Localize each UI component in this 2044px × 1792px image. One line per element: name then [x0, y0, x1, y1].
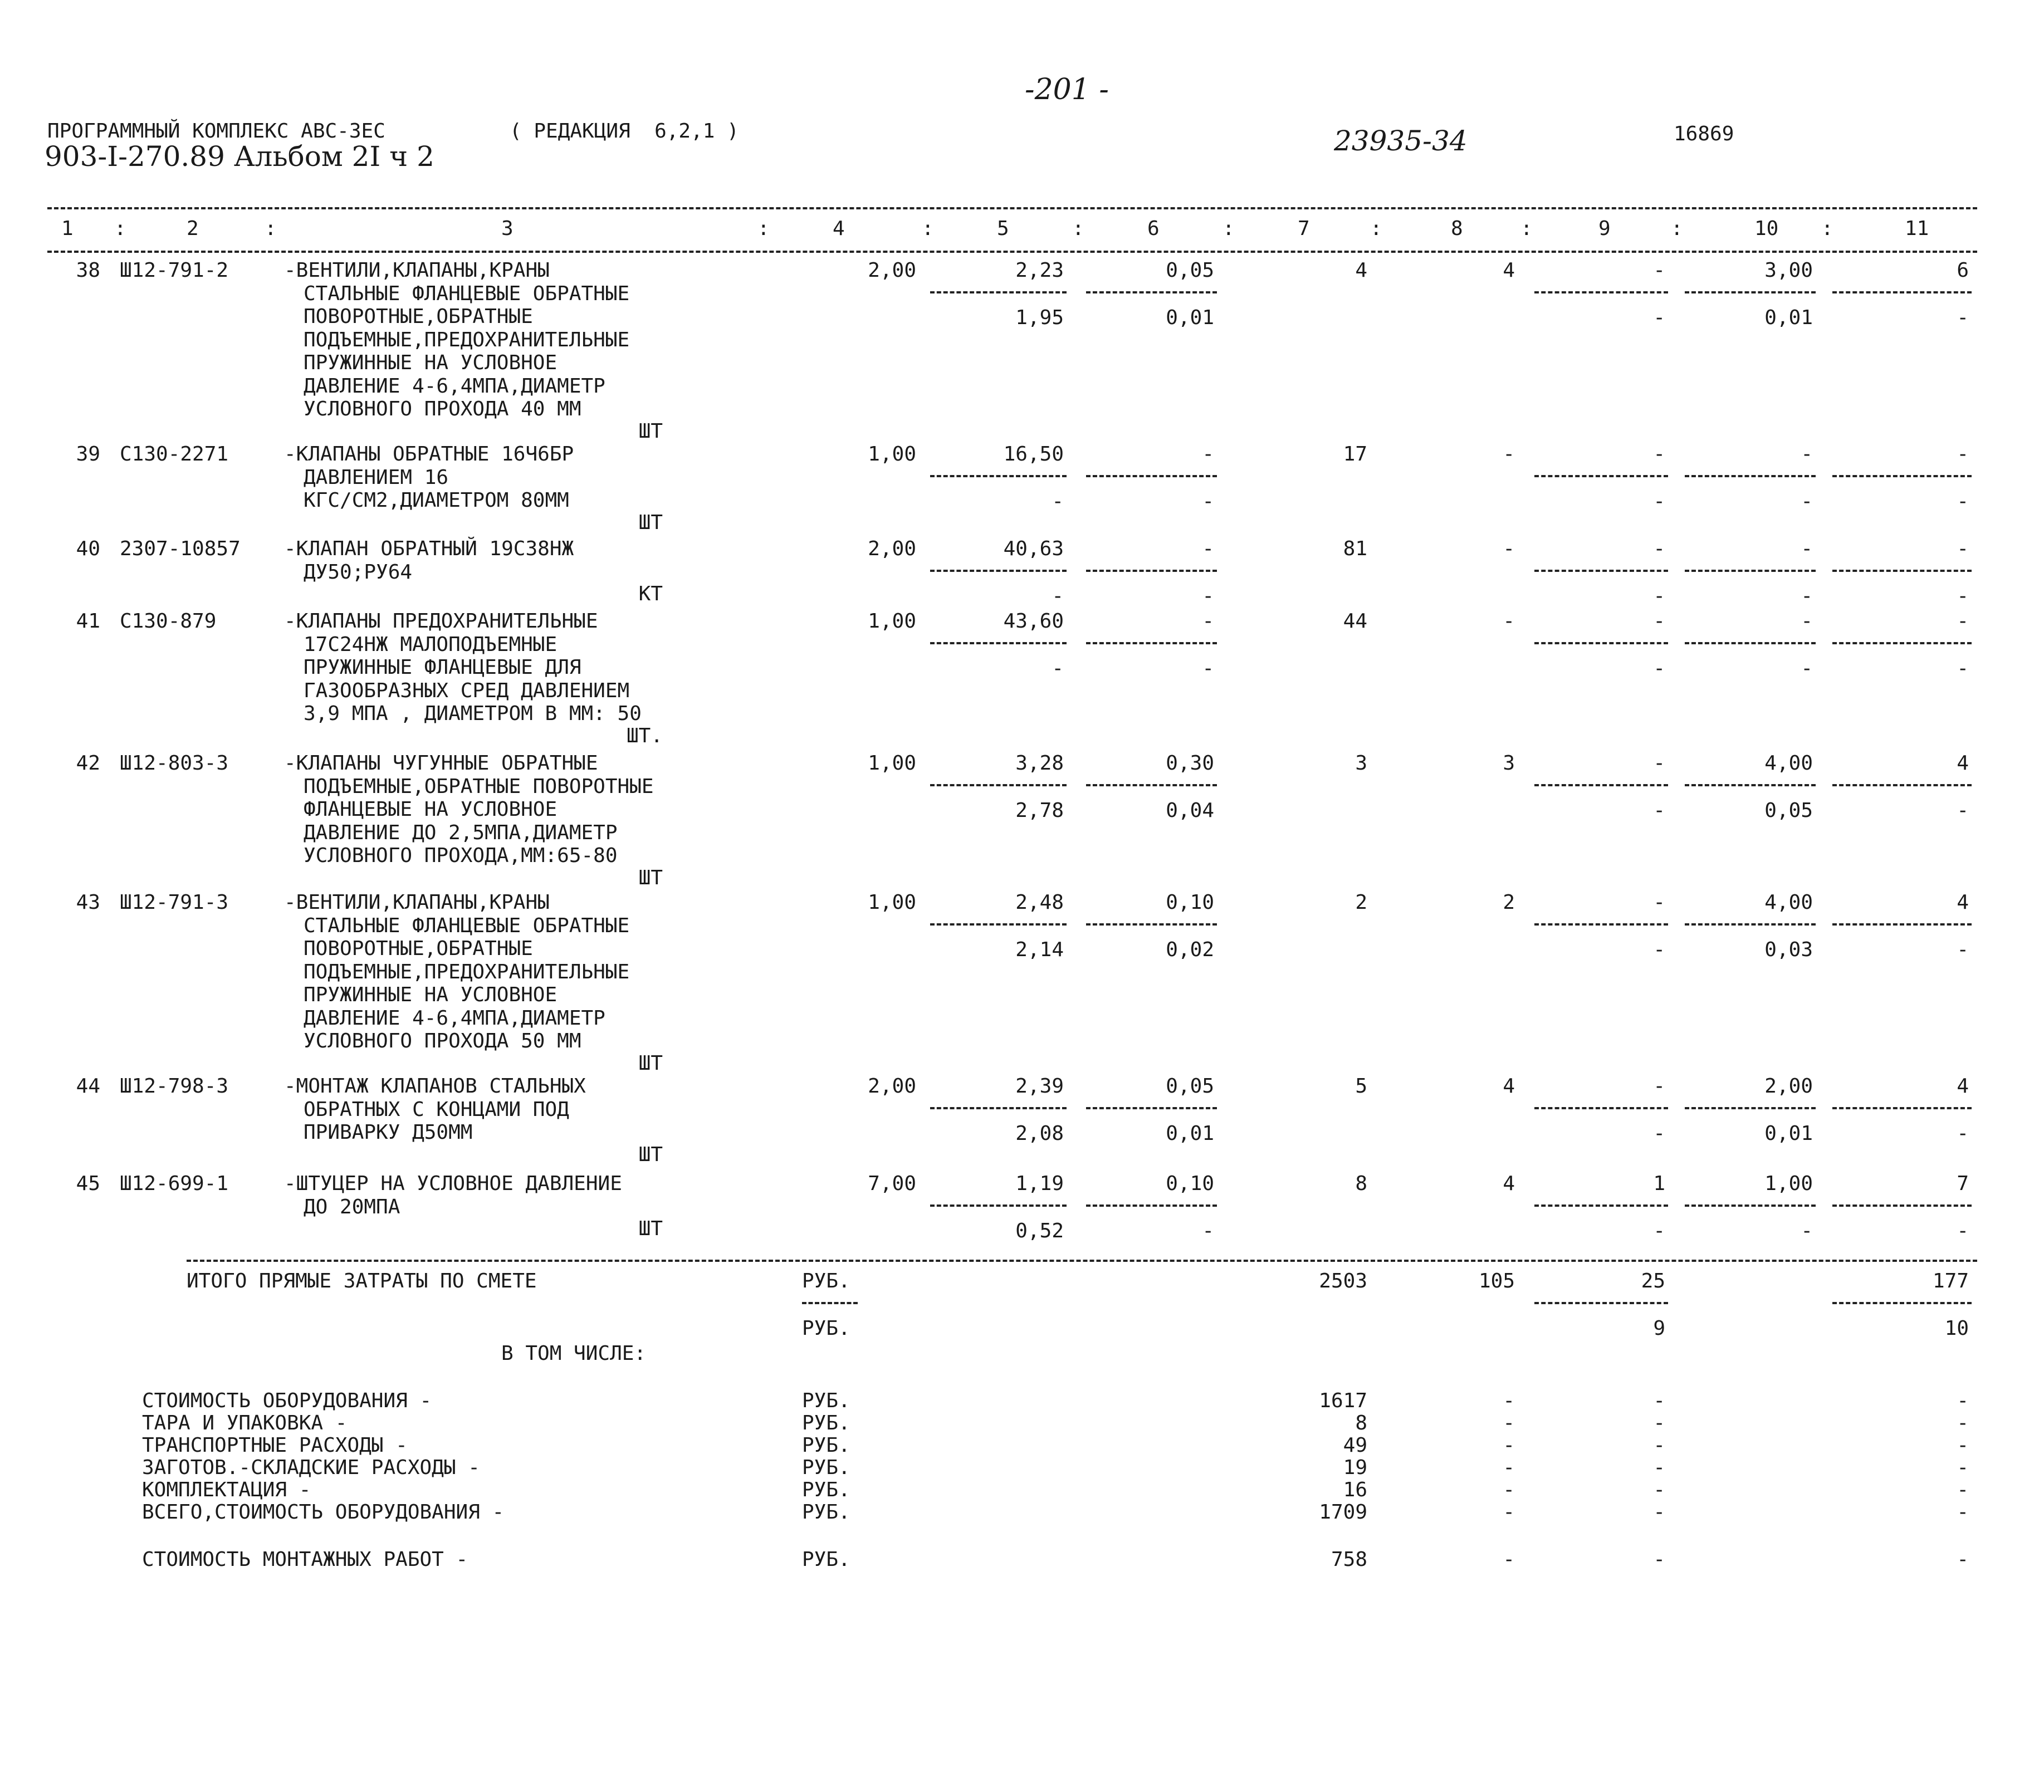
summary-unit: РУБ.	[802, 1501, 850, 1524]
summary-label: КОМПЛЕКТАЦИЯ -	[142, 1478, 311, 1501]
cell-c4: 1,00	[868, 443, 916, 466]
row-description-line: ПОВОРОТНЫЕ,ОБРАТНЫЕ	[304, 305, 533, 328]
row-description-line: КГС/СМ2,ДИАМЕТРОМ 80ММ	[304, 489, 569, 512]
cell-c5: 40,63	[1003, 537, 1064, 560]
cell-c5-lower: 0,52	[1015, 1220, 1064, 1242]
cell-c10: -	[1801, 610, 1813, 633]
cell-c11: -	[1957, 610, 1969, 633]
row-description-line: ПРУЖИННЫЕ НА УСЛОВНОЕ	[304, 351, 558, 374]
summary-c8: -	[1503, 1478, 1515, 1501]
cell-c8: 4	[1503, 259, 1515, 282]
summary-c9: -	[1653, 1478, 1665, 1501]
row-description-line: УСЛОВНОГО ПРОХОДА 50 ММ	[304, 1030, 581, 1052]
column-separator: :	[757, 217, 770, 240]
fraction-line	[1832, 1205, 1972, 1207]
cell-c10: 2,00	[1764, 1075, 1813, 1098]
cell-c4: 2,00	[868, 1075, 916, 1098]
column-separator: :	[1072, 217, 1084, 240]
cell-c6-lower: -	[1202, 490, 1214, 513]
cell-c10-lower: -	[1801, 490, 1813, 513]
cell-c8: 2	[1503, 891, 1515, 914]
totals-c11: 177	[1932, 1270, 1969, 1292]
row-description-line: ФЛАНЦЕВЫЕ НА УСЛОВНОЕ	[304, 798, 558, 821]
row-description-line: СТАЛЬНЫЕ ФЛАНЦЕВЫЕ ОБРАТНЫЕ	[304, 282, 630, 305]
cell-c9-lower: -	[1653, 1220, 1665, 1242]
cell-c9: -	[1653, 1075, 1665, 1098]
column-header-7: 7	[1298, 217, 1310, 240]
row-description-line: ДУ50;РУ64	[304, 560, 413, 584]
cell-c8: -	[1503, 443, 1515, 466]
row-description-line: ПОДЪЕМНЫЕ,ПРЕДОХРАНИТЕЛЬНЫЕ	[304, 960, 630, 983]
summary-c8: -	[1503, 1456, 1515, 1479]
montage-c9: -	[1653, 1548, 1665, 1571]
cell-c9-lower: -	[1653, 657, 1665, 680]
summary-c9: -	[1653, 1389, 1665, 1412]
row-description-line: ДАВЛЕНИЕ 4-6,4МПА,ДИАМЕТР	[304, 374, 605, 398]
fraction-line	[930, 923, 1067, 926]
column-separator: :	[1223, 217, 1235, 240]
summary-c11: -	[1957, 1389, 1969, 1412]
row-description-line: ПРИВАРКУ Д50ММ	[304, 1121, 473, 1144]
fraction-line	[1685, 923, 1816, 926]
fraction-line	[1685, 1205, 1816, 1207]
cell-c4: 2,00	[868, 259, 916, 282]
cell-c9: 1	[1653, 1172, 1665, 1195]
cell-c8: 3	[1503, 752, 1515, 775]
row-code: Ш12-803-3	[120, 752, 229, 775]
row-number: 45	[76, 1172, 100, 1195]
row-code: С130-2271	[120, 443, 229, 466]
column-separator: :	[265, 217, 277, 240]
header-rule-bottom	[47, 251, 1977, 253]
fraction-line	[802, 1302, 858, 1304]
fraction-line	[1832, 642, 1972, 644]
row-unit: ШТ	[638, 511, 663, 534]
cell-c4: 7,00	[868, 1172, 916, 1195]
cell-c5: 3,28	[1015, 752, 1064, 775]
fraction-line	[1534, 784, 1668, 786]
column-header-6: 6	[1147, 217, 1160, 240]
column-header-5: 5	[997, 217, 1009, 240]
summary-label: ЗАГОТОВ.-СКЛАДСКИЕ РАСХОДЫ -	[142, 1456, 480, 1479]
row-description-line: -КЛАПАНЫ ОБРАТНЫЕ 16Ч6БР	[284, 443, 574, 466]
fraction-line	[1685, 784, 1816, 786]
fraction-line	[1534, 1205, 1668, 1207]
row-unit: ШТ	[638, 866, 663, 889]
row-number: 41	[76, 610, 100, 633]
column-header-3: 3	[501, 217, 514, 240]
row-description-line: ДО 20МПА	[304, 1195, 400, 1218]
totals-c7: 2503	[1319, 1270, 1367, 1292]
summary-unit: РУБ.	[802, 1434, 850, 1457]
row-description-line: ПОДЪЕМНЫЕ,ОБРАТНЫЕ ПОВОРОТНЫЕ	[304, 775, 654, 798]
cell-c6: 0,30	[1166, 752, 1214, 775]
cell-c6-lower: 0,01	[1166, 306, 1214, 329]
montage-c7: 758	[1331, 1548, 1367, 1571]
fraction-line	[1534, 642, 1668, 644]
montage-unit: РУБ.	[802, 1548, 850, 1571]
page-number: -201 -	[1025, 73, 1109, 106]
row-code: Ш12-798-3	[120, 1075, 229, 1098]
cell-c6-lower: 0,04	[1166, 799, 1214, 822]
fraction-line	[1832, 784, 1972, 786]
fraction-line	[1685, 475, 1816, 477]
fraction-line	[1534, 291, 1668, 293]
row-description-line: -КЛАПАНЫ ПРЕДОХРАНИТЕЛЬНЫЕ	[284, 610, 598, 633]
column-separator: :	[1370, 217, 1382, 240]
cell-c10-lower: 0,01	[1764, 306, 1813, 329]
summary-c11: -	[1957, 1412, 1969, 1434]
cell-c9: -	[1653, 443, 1665, 466]
fraction-line	[930, 1107, 1067, 1109]
cell-c9: -	[1653, 752, 1665, 775]
cell-c11: 4	[1957, 891, 1969, 914]
cell-c9-lower: -	[1653, 585, 1665, 608]
cell-c4: 2,00	[868, 537, 916, 560]
fraction-line	[930, 570, 1067, 572]
cell-c9-lower: -	[1653, 938, 1665, 961]
row-description-line: ГАЗООБРАЗНЫХ СРЕД ДАВЛЕНИЕМ	[304, 679, 630, 702]
fraction-line	[1685, 291, 1816, 293]
cell-c11-lower: -	[1957, 1122, 1969, 1145]
summary-c7: 49	[1343, 1434, 1367, 1457]
summary-c7: 1617	[1319, 1389, 1367, 1412]
summary-c9: -	[1653, 1456, 1665, 1479]
cell-c9: -	[1653, 259, 1665, 282]
cell-c4: 1,00	[868, 752, 916, 775]
cell-c6-lower: 0,02	[1166, 938, 1214, 961]
fraction-line	[1534, 570, 1668, 572]
fraction-line	[930, 642, 1067, 644]
cell-c7: 81	[1343, 537, 1367, 560]
fraction-line	[1086, 570, 1217, 572]
cell-c11: 7	[1957, 1172, 1969, 1195]
cell-c10: 3,00	[1764, 259, 1813, 282]
row-description-line: УСЛОВНОГО ПРОХОДА 40 ММ	[304, 398, 581, 420]
fraction-line	[1086, 475, 1217, 477]
cell-c5-lower: -	[1052, 490, 1064, 513]
cell-c8: -	[1503, 537, 1515, 560]
cell-c11-lower: -	[1957, 306, 1969, 329]
row-unit: КТ	[638, 582, 663, 605]
cell-c6-lower: -	[1202, 657, 1214, 680]
row-unit: ШТ	[638, 1217, 663, 1240]
montage-c11: -	[1957, 1548, 1969, 1571]
cell-c10: -	[1801, 537, 1813, 560]
summary-c7: 1709	[1319, 1501, 1367, 1524]
summary-c8: -	[1503, 1389, 1515, 1412]
totals-label: ИТОГО ПРЯМЫЕ ЗАТРАТЫ ПО СМЕТЕ	[187, 1270, 537, 1292]
fraction-line	[930, 1205, 1067, 1207]
cell-c5-lower: 2,78	[1015, 799, 1064, 822]
row-description-line: -ВЕНТИЛИ,КЛАПАНЫ,КРАНЫ	[284, 891, 550, 914]
cell-c6: 0,10	[1166, 1172, 1214, 1195]
column-header-2: 2	[187, 217, 199, 240]
cell-c7: 17	[1343, 443, 1367, 466]
fraction-line	[1086, 1107, 1217, 1109]
cell-c5: 2,23	[1015, 259, 1064, 282]
row-description-line: ПРУЖИННЫЕ НА УСЛОВНОЕ	[304, 983, 558, 1006]
row-description-line: ДАВЛЕНИЕ 4-6,4МПА,ДИАМЕТР	[304, 1006, 605, 1030]
row-number: 43	[76, 891, 100, 914]
cell-c10-lower: -	[1801, 657, 1813, 680]
document-id: 23935-34	[1334, 125, 1468, 157]
cell-c6: 0,05	[1166, 259, 1214, 282]
row-unit: ШТ	[638, 1051, 663, 1075]
cell-c11: 6	[1957, 259, 1969, 282]
fraction-line	[1685, 642, 1816, 644]
cell-c10-lower: -	[1801, 585, 1813, 608]
row-number: 42	[76, 752, 100, 775]
fraction-line	[1534, 1107, 1668, 1109]
summary-c8: -	[1503, 1434, 1515, 1457]
summary-c9: -	[1653, 1434, 1665, 1457]
summary-c9: -	[1653, 1412, 1665, 1434]
totals-c9-lower: 9	[1653, 1317, 1665, 1340]
column-separator: :	[1671, 217, 1683, 240]
cell-c7: 3	[1355, 752, 1367, 775]
album-label: 903-I-270.89 Альбом 2I ч 2	[45, 140, 434, 173]
montage-c8: -	[1503, 1548, 1515, 1571]
cell-c10: 4,00	[1764, 891, 1813, 914]
cell-c11: 4	[1957, 752, 1969, 775]
fraction-line	[1832, 475, 1972, 477]
row-description-line: СТАЛЬНЫЕ ФЛАНЦЕВЫЕ ОБРАТНЫЕ	[304, 914, 630, 937]
cell-c4: 1,00	[868, 891, 916, 914]
cell-c5-lower: -	[1052, 585, 1064, 608]
row-description-line: -МОНТАЖ КЛАПАНОВ СТАЛЬНЫХ	[284, 1075, 586, 1098]
summary-c7: 8	[1355, 1412, 1367, 1434]
fraction-line	[1832, 291, 1972, 293]
cell-c11: 4	[1957, 1075, 1969, 1098]
row-description-line: 17С24НЖ МАЛОПОДЪЕМНЫЕ	[304, 633, 558, 656]
row-number: 44	[76, 1075, 100, 1098]
cell-c10-lower: 0,05	[1764, 799, 1813, 822]
fraction-line	[1086, 1205, 1217, 1207]
fraction-line	[1832, 1302, 1972, 1304]
row-code: С130-879	[120, 610, 217, 633]
cell-c9-lower: -	[1653, 799, 1665, 822]
fraction-line	[1832, 570, 1972, 572]
totals-unit: РУБ.	[802, 1270, 850, 1292]
cell-c10-lower: 0,01	[1764, 1122, 1813, 1145]
fraction-line	[1685, 1107, 1816, 1109]
column-header-4: 4	[833, 217, 845, 240]
row-description-line: ДАВЛЕНИЕ ДО 2,5МПА,ДИАМЕТР	[304, 821, 618, 844]
fraction-line	[1086, 291, 1217, 293]
summary-label: СТОИМОСТЬ ОБОРУДОВАНИЯ -	[142, 1389, 432, 1412]
fraction-line	[930, 291, 1067, 293]
fraction-line	[1534, 475, 1668, 477]
cell-c6: 0,05	[1166, 1075, 1214, 1098]
program-title: ПРОГРАММНЫЙ КОМПЛЕКС АВС-ЗЕС	[47, 120, 385, 143]
summary-unit: РУБ.	[802, 1412, 850, 1434]
summary-c7: 16	[1343, 1478, 1367, 1501]
montage-label: СТОИМОСТЬ МОНТАЖНЫХ РАБОТ -	[142, 1548, 468, 1571]
cell-c11: -	[1957, 537, 1969, 560]
cell-c11-lower: -	[1957, 585, 1969, 608]
row-description-line: ПОВОРОТНЫЕ,ОБРАТНЫЕ	[304, 937, 533, 960]
column-separator: :	[922, 217, 934, 240]
row-description-line: -КЛАПАН ОБРАТНЫЙ 19С38НЖ	[284, 537, 574, 560]
fraction-line	[1086, 784, 1217, 786]
summary-c8: -	[1503, 1412, 1515, 1434]
cell-c6-lower: 0,01	[1166, 1122, 1214, 1145]
header-rule-top	[47, 207, 1977, 209]
fraction-line	[930, 475, 1067, 477]
cell-c6-lower: -	[1202, 1220, 1214, 1242]
column-header-11: 11	[1905, 217, 1929, 240]
row-unit: ШТ	[638, 419, 663, 443]
cell-c5-lower: 1,95	[1015, 306, 1064, 329]
cell-c11-lower: -	[1957, 490, 1969, 513]
cell-c5: 2,48	[1015, 891, 1064, 914]
column-separator: :	[1821, 217, 1833, 240]
cell-c9-lower: -	[1653, 306, 1665, 329]
column-header-8: 8	[1451, 217, 1463, 240]
cell-c11-lower: -	[1957, 938, 1969, 961]
cell-c10-lower: -	[1801, 1220, 1813, 1242]
totals-unit-lower: РУБ.	[802, 1317, 850, 1340]
fraction-line	[1086, 923, 1217, 926]
fraction-line	[930, 784, 1067, 786]
row-number: 38	[76, 259, 100, 282]
row-unit: ШТ.	[626, 724, 663, 747]
row-description-line: -ШТУЦЕР НА УСЛОВНОЕ ДАВЛЕНИЕ	[284, 1172, 622, 1195]
cell-c10: 1,00	[1764, 1172, 1813, 1195]
column-separator: :	[1520, 217, 1533, 240]
cell-c5-lower: 2,14	[1015, 938, 1064, 961]
cell-c6: -	[1202, 610, 1214, 633]
summary-c11: -	[1957, 1501, 1969, 1524]
summary-c7: 19	[1343, 1456, 1367, 1479]
totals-c9: 25	[1641, 1270, 1665, 1292]
fraction-line	[1832, 1107, 1972, 1109]
cell-c7: 5	[1355, 1075, 1367, 1098]
row-code: Ш12-791-3	[120, 891, 229, 914]
row-description-line: ОБРАТНЫХ С КОНЦАМИ ПОД	[304, 1098, 569, 1121]
summary-label: ТАРА И УПАКОВКА -	[142, 1412, 348, 1434]
column-separator: :	[114, 217, 126, 240]
row-number: 39	[76, 443, 100, 466]
fraction-line	[1086, 642, 1217, 644]
column-header-1: 1	[61, 217, 74, 240]
cell-c5: 1,19	[1015, 1172, 1064, 1195]
summary-label: ВСЕГО,СТОИМОСТЬ ОБОРУДОВАНИЯ -	[142, 1501, 505, 1524]
row-description-line: ПРУЖИННЫЕ ФЛАНЦЕВЫЕ ДЛЯ	[304, 656, 581, 679]
row-description-line: 3,9 МПА , ДИАМЕТРОМ В ММ: 50	[304, 702, 642, 725]
row-description-line: -ВЕНТИЛИ,КЛАПАНЫ,КРАНЫ	[284, 259, 550, 282]
summary-c11: -	[1957, 1434, 1969, 1457]
row-number: 40	[76, 537, 100, 560]
fraction-line	[1534, 1302, 1668, 1304]
summary-c9: -	[1653, 1501, 1665, 1524]
cell-c8: 4	[1503, 1075, 1515, 1098]
cell-c6: -	[1202, 443, 1214, 466]
cell-c8: -	[1503, 610, 1515, 633]
fraction-line	[1832, 923, 1972, 926]
cell-c5: 43,60	[1003, 610, 1064, 633]
summary-unit: РУБ.	[802, 1478, 850, 1501]
cell-c6: 0,10	[1166, 891, 1214, 914]
cell-c7: 2	[1355, 891, 1367, 914]
cell-c10: 4,00	[1764, 752, 1813, 775]
cell-c5-lower: -	[1052, 657, 1064, 680]
cell-c9: -	[1653, 610, 1665, 633]
column-header-9: 9	[1598, 217, 1611, 240]
row-unit: ШТ	[638, 1143, 663, 1166]
summary-c11: -	[1957, 1456, 1969, 1479]
cell-c11-lower: -	[1957, 657, 1969, 680]
cell-c6-lower: -	[1202, 585, 1214, 608]
cell-c11: -	[1957, 443, 1969, 466]
totals-c8: 105	[1478, 1270, 1515, 1292]
totals-c11-lower: 10	[1944, 1317, 1969, 1340]
row-code: Ш12-699-1	[120, 1172, 229, 1195]
column-header-10: 10	[1754, 217, 1779, 240]
totals-rule	[187, 1260, 1977, 1262]
fraction-line	[1685, 570, 1816, 572]
cell-c11-lower: -	[1957, 799, 1969, 822]
including-label: В ТОМ ЧИСЛЕ:	[501, 1342, 647, 1365]
row-description-line: УСЛОВНОГО ПРОХОДА,ММ:65-80	[304, 844, 618, 867]
cell-c9-lower: -	[1653, 490, 1665, 513]
summary-unit: РУБ.	[802, 1389, 850, 1412]
cell-c10-lower: 0,03	[1764, 938, 1813, 961]
summary-c8: -	[1503, 1501, 1515, 1524]
cell-c7: 8	[1355, 1172, 1367, 1195]
cell-c9: -	[1653, 537, 1665, 560]
row-description-line: ДАВЛЕНИЕМ 16	[304, 466, 449, 489]
cell-c5: 16,50	[1003, 443, 1064, 466]
cell-c6: -	[1202, 537, 1214, 560]
cell-c5: 2,39	[1015, 1075, 1064, 1098]
cell-c10: -	[1801, 443, 1813, 466]
row-code: Ш12-791-2	[120, 259, 229, 282]
row-description-line: -КЛАПАНЫ ЧУГУННЫЕ ОБРАТНЫЕ	[284, 752, 598, 775]
summary-label: ТРАНСПОРТНЫЕ РАСХОДЫ -	[142, 1434, 408, 1457]
cell-c11-lower: -	[1957, 1220, 1969, 1242]
cell-c7: 4	[1355, 259, 1367, 282]
summary-c11: -	[1957, 1478, 1969, 1501]
cell-c5-lower: 2,08	[1015, 1122, 1064, 1145]
cell-c9-lower: -	[1653, 1122, 1665, 1145]
summary-unit: РУБ.	[802, 1456, 850, 1479]
fraction-line	[1534, 923, 1668, 926]
document-code: 16869	[1674, 123, 1734, 145]
cell-c8: 4	[1503, 1172, 1515, 1195]
row-code: 2307-10857	[120, 537, 241, 560]
cell-c4: 1,00	[868, 610, 916, 633]
cell-c9: -	[1653, 891, 1665, 914]
row-description-line: ПОДЪЕМНЫЕ,ПРЕДОХРАНИТЕЛЬНЫЕ	[304, 328, 630, 351]
cell-c7: 44	[1343, 610, 1367, 633]
edition-label: ( РЕДАКЦИЯ 6,2,1 )	[510, 120, 739, 143]
